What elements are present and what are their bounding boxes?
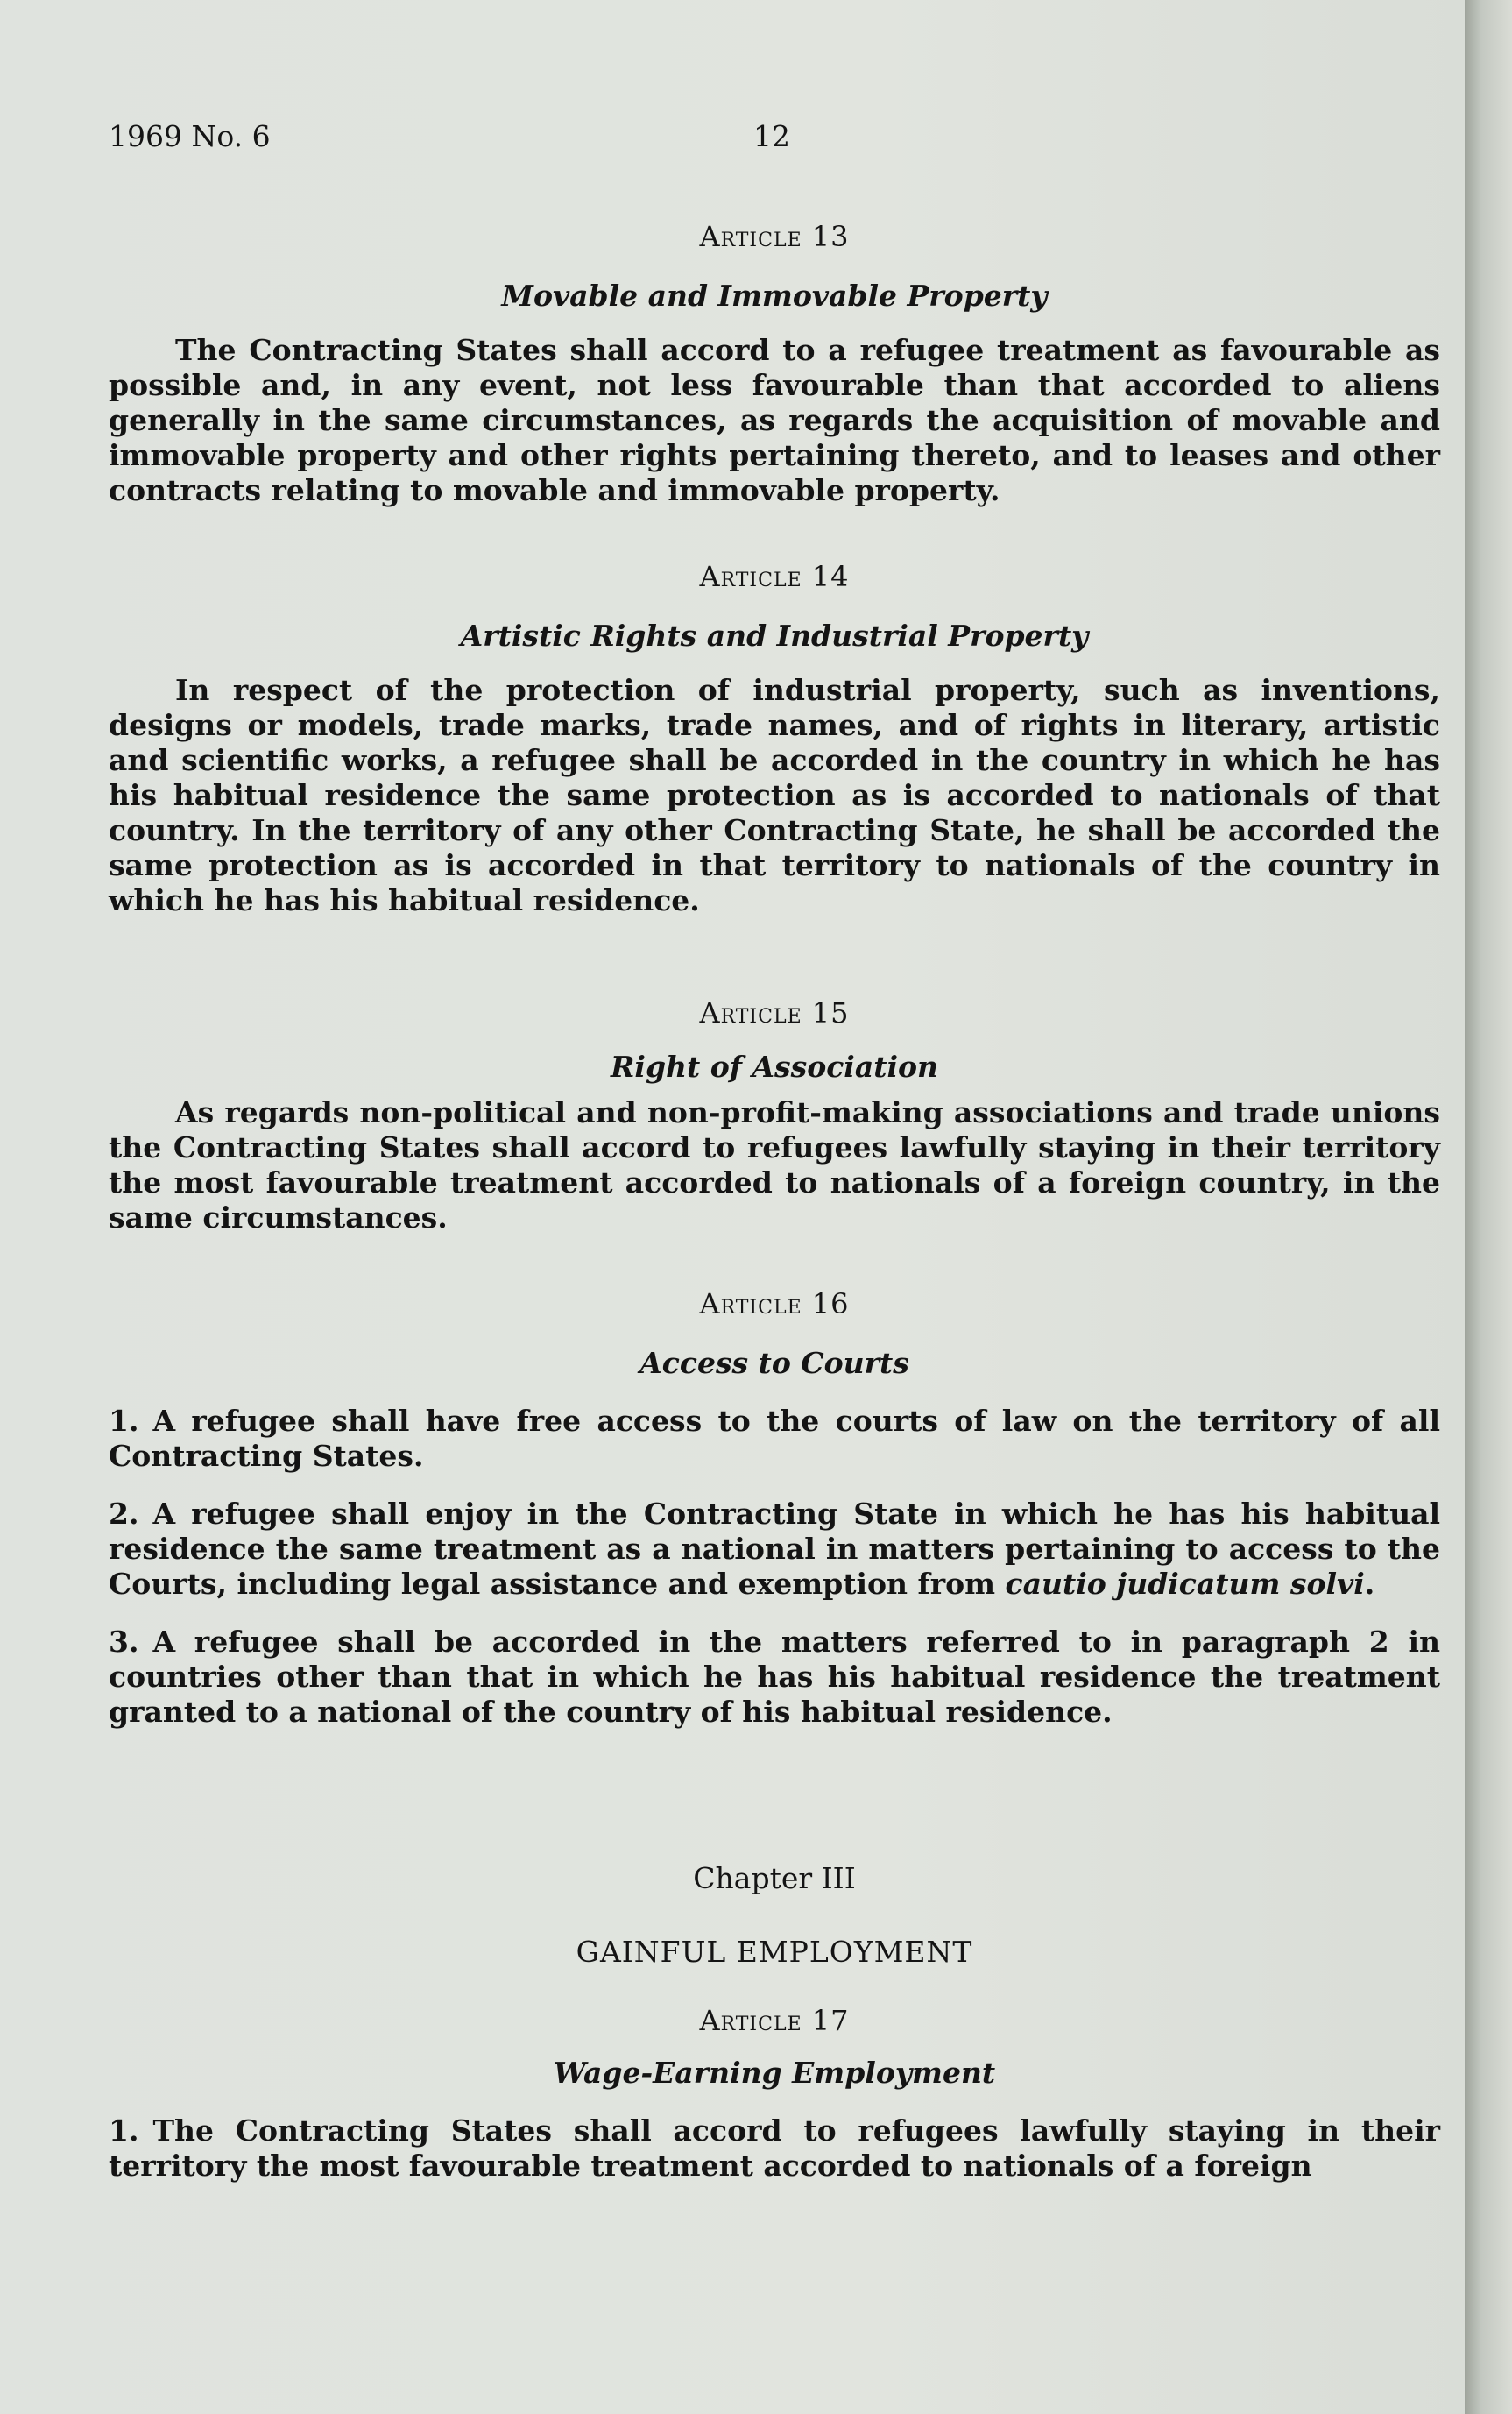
paragraph-number: 1. [109,1404,139,1438]
article-14-title: Artistic Rights and Industrial Property [460,619,1089,653]
article-16-title: Access to Courts [639,1346,909,1380]
article-15-text: As regards non-political and non-profit-making associations and trade unions the Contracting States shall accord to refugees lawfully staying in their territory the most favourable treatment accorded to nationals of a foreign country, in the same circumstances. [109,1095,1440,1235]
paragraph-text: A refugee shall have free access to the courts of law on the territory of all Contracting States. [109,1404,1440,1473]
chapter-label: Chapter III [693,1861,856,1895]
page-binding-edge [1465,0,1512,2414]
paragraph-number: 3. [109,1625,139,1659]
article-17-title: Wage-Earning Employment [553,2056,996,2090]
chapter-title: GAINFUL EMPLOYMENT [576,1935,973,1969]
running-head [109,119,1440,154]
article-15-title: Right of Association [610,1050,939,1084]
article-16-paragraph-3 [109,1625,1440,1730]
article-17-heading: Article 17 [699,2004,850,2037]
article-14-text: In respect of the protection of industrial property, such as inventions, designs or models, trade marks, trade names, and of rights in literary, artistic and scientific works, a refugee shall be accorded in the country in which he has his habitual residence the same protection as is accorded to nationals of that country. In the territory of any other Contracting State, he shall be accorded the same protection as is accorded in that territory to nationals of the country in which he has his habitual residence. [109,673,1440,917]
paragraph-number: 2. [109,1497,139,1531]
year-and-number: 1969 No. 6 [109,119,271,153]
article-15 [109,995,1440,1235]
paragraph-text: A refugee shall enjoy in the Contracting State in which he has his habitual residence the same treatment as a national in matters pertaining to access to the Courts, including legal assistance and exemption from [109,1497,1440,1601]
article-13-text: The Contracting States shall accord to a refugee treatment as favourable as possible and, in any event, not less favourable than that accorded to aliens generally in the same circumstances, as regards the acquisition of movable and immovable property and other rights pertaining thereto, and to leases and other contracts relating to movable and immovable property. [109,333,1440,507]
article-16-paragraph-2 [109,1497,1440,1602]
article-16-heading: Article 16 [699,1287,850,1320]
article-14 [109,559,1440,918]
article-13-heading: Article 13 [699,220,850,253]
article-15-heading: Article 15 [699,996,850,1030]
chapter-3 [109,1861,1440,1970]
article-17 [109,2003,1440,2184]
page-number: 12 [753,119,790,153]
paragraph-number: 1. [109,2113,139,2148]
paragraph-text: The Contracting States shall accord to refugees lawfully staying in their territory the most favourable treatment accorded to nationals of a foreign [109,2113,1440,2183]
article-14-heading: Article 14 [699,560,850,593]
paragraph-end: . [1364,1567,1375,1601]
paragraph-text: A refugee shall be accorded in the matters referred to in paragraph 2 in countries other than that in which he has his habitual residence the treatment granted to a national of the country of his habitual residence. [109,1625,1440,1729]
article-16 [109,1286,1440,1730]
article-16-paragraph-1 [109,1404,1440,1474]
article-17-paragraph-1 [109,2113,1440,2184]
page-body [109,219,1440,2184]
article-13-title: Movable and Immovable Property [501,279,1048,313]
article-13 [109,219,1440,508]
latin-term: cautio judicatum solvi [1005,1567,1365,1601]
